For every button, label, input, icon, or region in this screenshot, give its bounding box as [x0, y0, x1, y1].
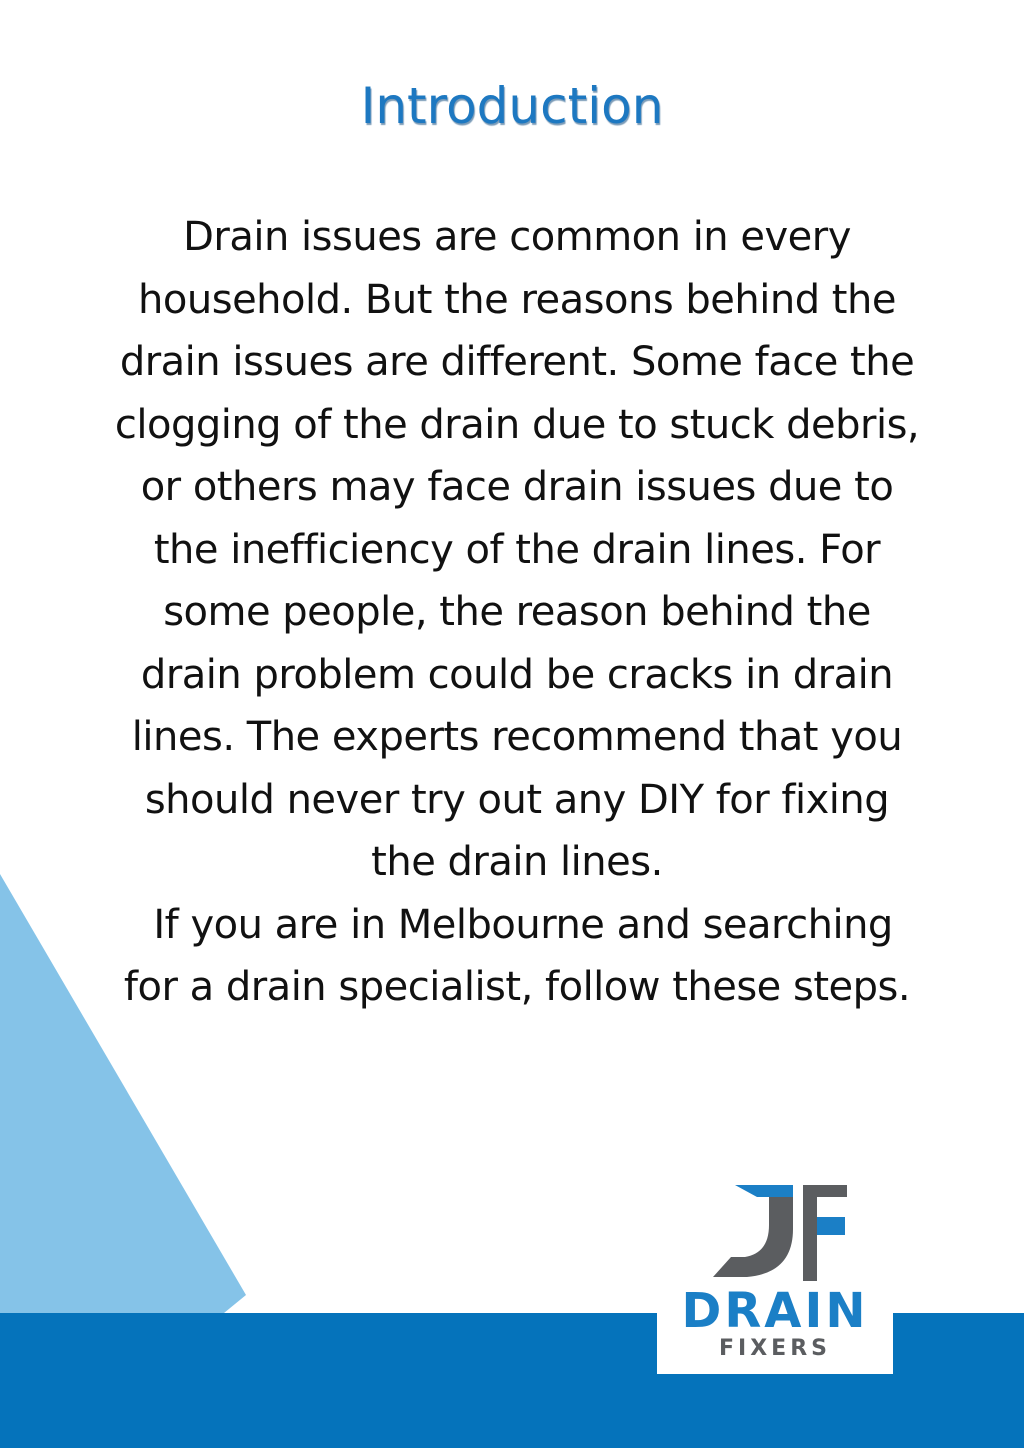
paragraph-line: drain problem could be cracks in drain — [140, 651, 894, 698]
paragraph-line: Drain issues are common in every — [183, 214, 851, 260]
paragraph-line: or others may face drain issues due to — [140, 464, 894, 510]
paragraph-line: clogging of the drain due to stuck debris, — [114, 401, 920, 448]
logo-monogram-icon — [713, 1185, 853, 1281]
paragraph-line: for a drain specialist, follow these steps. — [123, 964, 911, 1010]
paragraph-line: household. But the reasons behind the — [138, 276, 896, 323]
drain-fixers-logo — [657, 1168, 893, 1374]
intro-paragraph — [70, 206, 964, 1019]
logo-wordmark: DRAIN — [681, 1283, 869, 1339]
paragraph-line: drain issues are different. Some face the — [119, 339, 915, 385]
page-title: Introduction — [360, 77, 664, 135]
logo-subtitle: FIXERS — [719, 1336, 831, 1361]
paragraph-line: the drain lines. — [371, 839, 663, 885]
paragraph-line: lines. The experts recommend that you — [131, 714, 903, 760]
paragraph-line: some people, the reason behind the — [163, 589, 871, 635]
paragraph-line: If you are in Melbourne and searching — [141, 901, 893, 948]
paragraph-line: the inefficiency of the drain lines. For — [153, 526, 881, 573]
paragraph-line: should never try out any DIY for fixing — [144, 776, 890, 823]
